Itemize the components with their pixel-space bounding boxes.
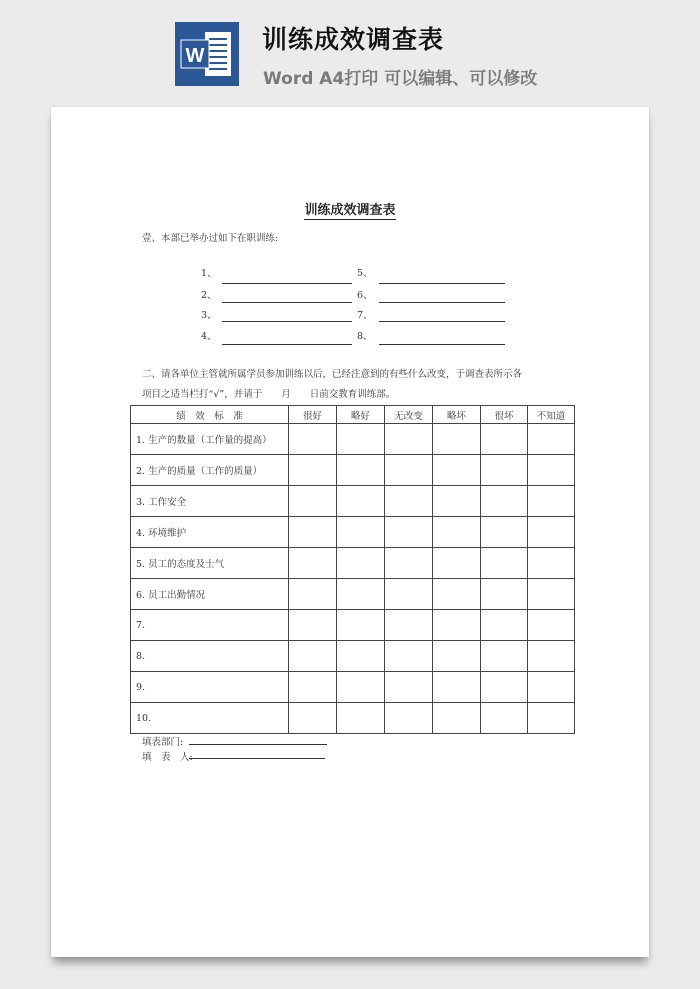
rating-cell[interactable]	[528, 455, 575, 486]
table-row	[131, 517, 575, 548]
rating-cell[interactable]	[433, 641, 481, 672]
footer-dept	[142, 734, 183, 748]
rating-cell[interactable]	[385, 424, 433, 455]
rating-cell[interactable]	[528, 672, 575, 703]
table-header-row	[131, 406, 575, 424]
column-header-slightly-good: 略好	[337, 406, 385, 424]
blank-item-line[interactable]	[379, 344, 505, 345]
table-row	[131, 703, 575, 734]
footer-dept-label: 填表部门:	[142, 737, 184, 748]
criterion-cell: 5. 员工的态度及士气	[131, 548, 289, 579]
blank-item-line[interactable]	[222, 321, 352, 322]
table-row	[131, 455, 575, 486]
blank-item-line[interactable]	[222, 302, 352, 303]
rating-cell[interactable]	[481, 424, 528, 455]
document-title-text: 训练成效调查表	[304, 203, 396, 218]
rating-cell[interactable]	[289, 424, 337, 455]
rating-cell[interactable]	[528, 610, 575, 641]
rating-cell[interactable]	[337, 641, 385, 672]
criterion-cell: 4. 环境维护	[131, 517, 289, 548]
section2-line: 二、请各单位主管就所属学员参加训练以后，已经注意到的有些什么改变，于调查表所示各	[142, 369, 523, 380]
rating-cell[interactable]	[385, 517, 433, 548]
rating-cell[interactable]	[337, 517, 385, 548]
rating-cell[interactable]	[481, 517, 528, 548]
rating-cell[interactable]	[337, 610, 385, 641]
rating-cell[interactable]	[337, 672, 385, 703]
footer-dept-line[interactable]	[189, 744, 327, 745]
blank-item-line[interactable]	[379, 283, 505, 284]
criterion-cell: 3. 工作安全	[131, 486, 289, 517]
rating-cell[interactable]	[385, 486, 433, 517]
rating-cell[interactable]	[385, 610, 433, 641]
rating-cell[interactable]	[433, 486, 481, 517]
rating-cell[interactable]	[481, 672, 528, 703]
rating-cell[interactable]	[528, 703, 575, 734]
word-document-icon	[175, 22, 239, 86]
section1-heading: 壹、本部已举办过如下在职训练:	[142, 233, 279, 244]
rating-cell[interactable]	[385, 455, 433, 486]
footer-person-line[interactable]	[189, 758, 325, 759]
rating-cell[interactable]	[385, 548, 433, 579]
rating-cell[interactable]	[289, 486, 337, 517]
rating-cell[interactable]	[337, 424, 385, 455]
rating-cell[interactable]	[385, 672, 433, 703]
rating-cell[interactable]	[481, 455, 528, 486]
rating-cell[interactable]	[528, 548, 575, 579]
blank-item-label: 2、	[201, 290, 217, 301]
rating-cell[interactable]	[289, 579, 337, 610]
criterion-cell: 8.	[131, 641, 289, 672]
rating-cell[interactable]	[528, 486, 575, 517]
rating-cell[interactable]	[528, 424, 575, 455]
blank-item-line[interactable]	[222, 344, 352, 345]
criterion-cell: 2. 生产的质量（工作的质量）	[131, 455, 289, 486]
column-header-slightly-bad: 略坏	[433, 406, 481, 424]
rating-cell[interactable]	[433, 703, 481, 734]
rating-cell[interactable]	[337, 579, 385, 610]
rating-cell[interactable]	[433, 672, 481, 703]
section2-instructions	[142, 365, 572, 405]
survey-table	[130, 405, 575, 734]
rating-cell[interactable]	[433, 548, 481, 579]
table-row	[131, 672, 575, 703]
table-row	[131, 486, 575, 517]
table-row	[131, 548, 575, 579]
blank-item-label: 8、	[357, 331, 373, 342]
survey-table-body	[131, 424, 575, 734]
criterion-cell: 10.	[131, 703, 289, 734]
blank-item-label: 4、	[201, 331, 217, 342]
rating-cell[interactable]	[385, 641, 433, 672]
blank-item-line[interactable]	[379, 321, 505, 322]
rating-cell[interactable]	[528, 517, 575, 548]
footer-person-label: 填 表 人:	[142, 752, 193, 763]
footer-person	[142, 749, 193, 763]
rating-cell[interactable]	[289, 517, 337, 548]
rating-cell[interactable]	[337, 703, 385, 734]
rating-cell[interactable]	[433, 517, 481, 548]
blank-item-label: 1、	[201, 268, 217, 279]
blank-item-line[interactable]	[222, 283, 352, 284]
section2-line: 项目之适当栏打“√”，并请于 月 日前交教育训练部。	[142, 389, 396, 400]
column-header-very-good: 很好	[289, 406, 337, 424]
table-row	[131, 579, 575, 610]
rating-cell[interactable]	[289, 641, 337, 672]
rating-cell[interactable]	[289, 548, 337, 579]
column-header-criteria: 绩 效 标 准	[131, 406, 289, 424]
column-header-unknown: 不知道	[528, 406, 575, 424]
rating-cell[interactable]	[433, 455, 481, 486]
rating-cell[interactable]	[481, 579, 528, 610]
criterion-cell: 7.	[131, 610, 289, 641]
rating-cell[interactable]	[481, 486, 528, 517]
blank-item-label: 7、	[357, 310, 373, 321]
rating-cell[interactable]	[385, 579, 433, 610]
table-row	[131, 610, 575, 641]
rating-cell[interactable]	[289, 703, 337, 734]
rating-cell[interactable]	[385, 703, 433, 734]
rating-cell[interactable]	[481, 548, 528, 579]
document-page	[51, 107, 649, 957]
word-icon-letter: W	[185, 45, 205, 67]
rating-cell[interactable]	[528, 641, 575, 672]
rating-cell[interactable]	[528, 579, 575, 610]
blank-item-label: 3、	[201, 310, 217, 321]
criterion-cell: 6. 员工出勤情况	[131, 579, 289, 610]
banner-subtitle: Word A4打印 可以编辑、可以修改	[263, 69, 538, 89]
rating-cell[interactable]	[481, 703, 528, 734]
criterion-cell: 1. 生产的数量（工作量的提高）	[131, 424, 289, 455]
rating-cell[interactable]	[433, 610, 481, 641]
rating-cell[interactable]	[289, 610, 337, 641]
table-row	[131, 641, 575, 672]
rating-cell[interactable]	[481, 641, 528, 672]
rating-cell[interactable]	[289, 455, 337, 486]
banner-title: 训练成效调查表	[262, 25, 445, 54]
rating-cell[interactable]	[337, 455, 385, 486]
table-row	[131, 424, 575, 455]
blank-item-line[interactable]	[379, 302, 505, 303]
rating-cell[interactable]	[337, 486, 385, 517]
rating-cell[interactable]	[481, 610, 528, 641]
column-header-very-bad: 很坏	[481, 406, 528, 424]
criterion-cell: 9.	[131, 672, 289, 703]
rating-cell[interactable]	[433, 579, 481, 610]
rating-cell[interactable]	[337, 548, 385, 579]
document-title	[51, 199, 649, 218]
column-header-no-change: 无改变	[385, 406, 433, 424]
rating-cell[interactable]	[289, 672, 337, 703]
blank-item-label: 5、	[357, 268, 373, 279]
rating-cell[interactable]	[433, 424, 481, 455]
blank-item-label: 6、	[357, 290, 373, 301]
banner	[0, 0, 700, 100]
